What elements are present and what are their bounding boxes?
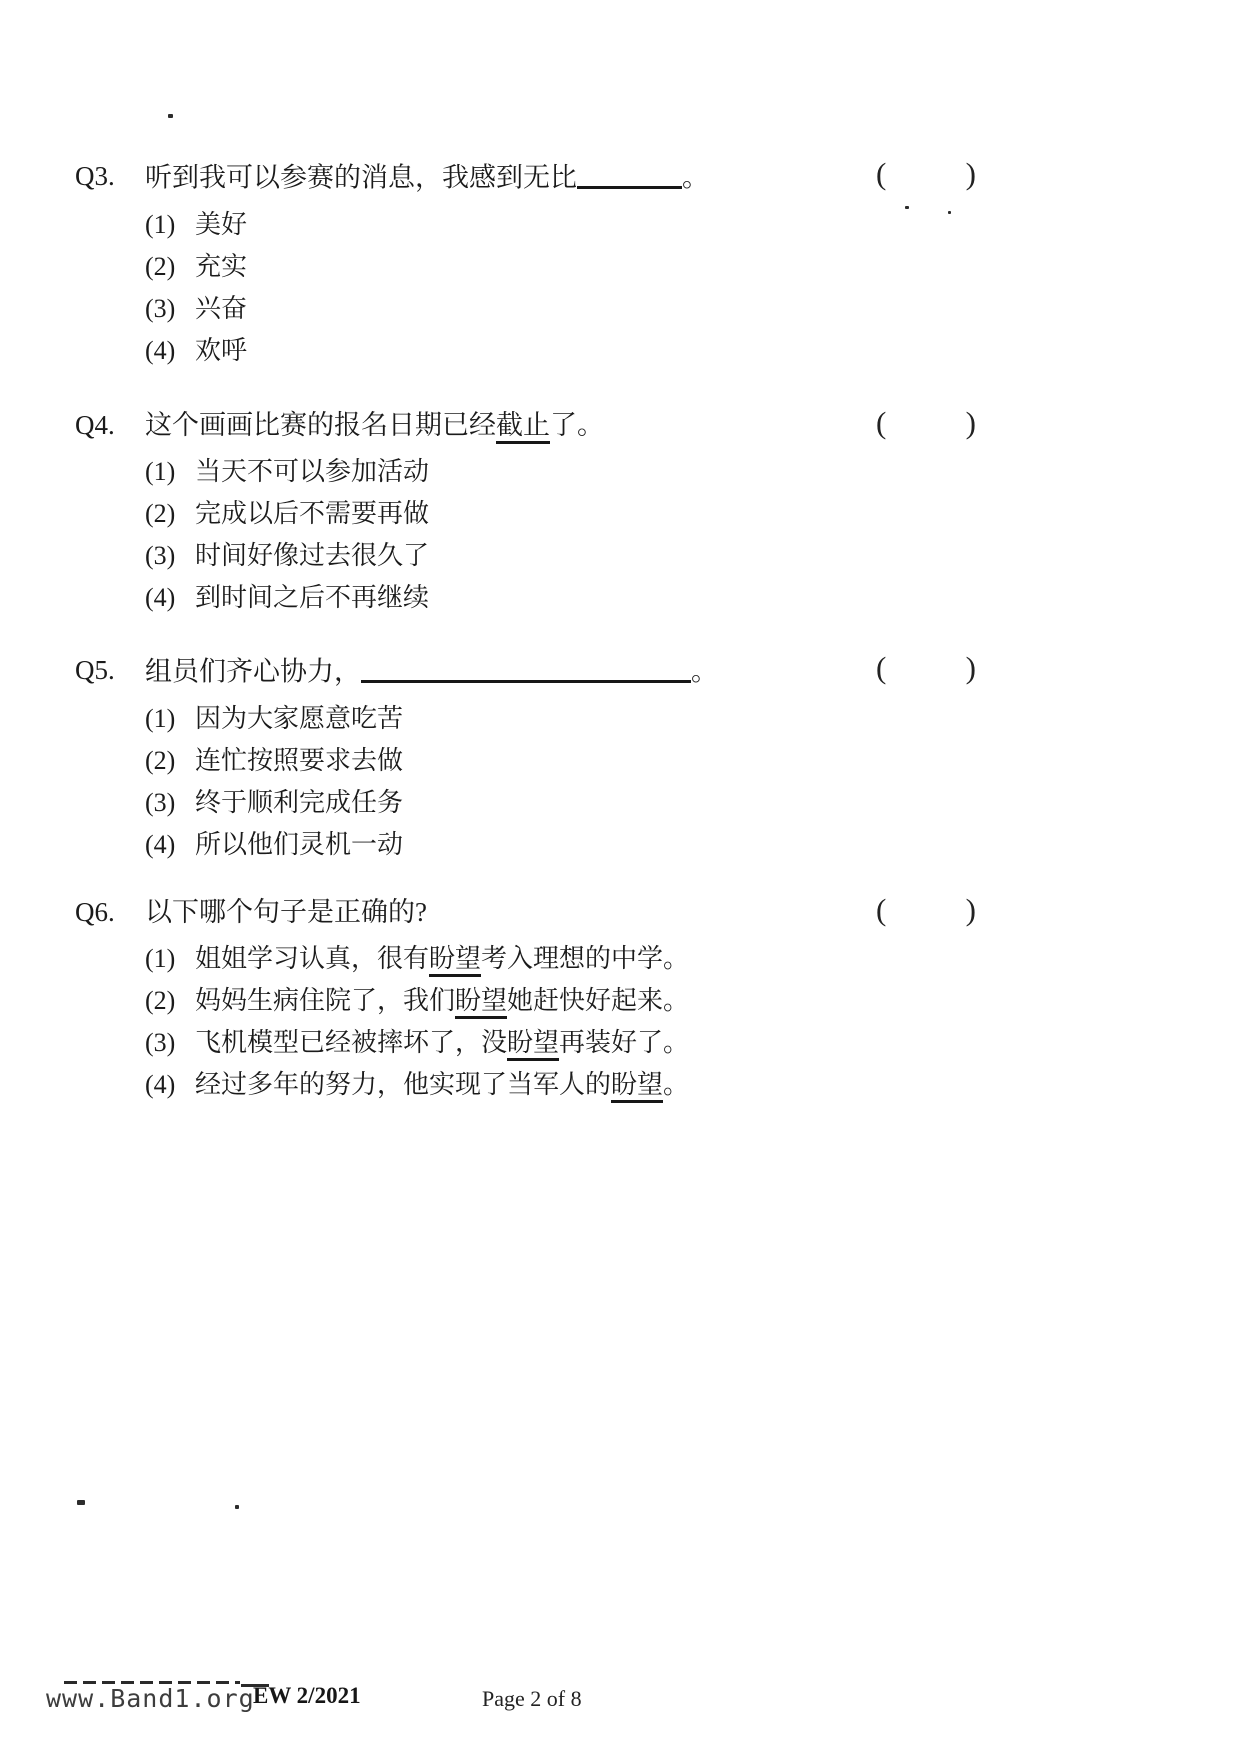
text-segment: 考入理想的中学。 (481, 944, 690, 973)
question-number: Q5. (75, 655, 115, 685)
text-segment: 连忙按照要求去做 (195, 745, 404, 775)
close-paren: ) (965, 156, 976, 191)
underlined-word: 截止 (496, 410, 550, 444)
text-segment: 。 (691, 656, 718, 687)
option-text (195, 493, 429, 535)
scan-artifact-dot (168, 114, 173, 118)
text-segment: 再装好了。 (559, 1028, 690, 1057)
question-text (145, 894, 427, 930)
option-row (145, 535, 1030, 577)
question-block (0, 894, 1030, 1106)
watermark-url: www.Band1.org (46, 1684, 255, 1713)
open-paren: ( (876, 892, 887, 927)
option-row (145, 204, 1030, 246)
text-segment: 经过多年的努力，他实现了当军人的 (195, 1070, 612, 1099)
option-row (145, 782, 1030, 824)
option-text (195, 740, 403, 782)
option-text (195, 204, 247, 246)
text-segment: 因为大家愿意吃苦 (195, 703, 404, 733)
option-row (145, 938, 1030, 980)
option-number: (1) (145, 457, 176, 486)
option-row (145, 330, 1030, 372)
option-text (195, 246, 247, 288)
fill-in-blank (361, 654, 691, 683)
option-text (195, 698, 403, 740)
option-number: (1) (145, 703, 176, 733)
option-text (195, 330, 247, 372)
option-number: (2) (145, 499, 176, 528)
text-segment: 终于顺利完成任务 (195, 787, 404, 817)
question-number: Q6. (75, 897, 115, 927)
option-row (145, 824, 1030, 866)
fill-in-blank (577, 160, 682, 189)
option-number: (3) (145, 1028, 176, 1057)
underlined-word: 盼望 (429, 944, 481, 977)
option-text (195, 980, 689, 1022)
question-number: Q4. (75, 410, 115, 440)
text-segment: 她赶快好起来。 (507, 986, 690, 1015)
option-number: (3) (145, 541, 176, 570)
question-text (145, 158, 709, 196)
option-number: (1) (145, 944, 176, 973)
options-list (145, 204, 1030, 372)
open-paren: ( (876, 405, 887, 440)
text-segment: 。 (682, 162, 709, 193)
text-segment: 充实 (195, 251, 248, 281)
question-number: Q3. (75, 161, 115, 191)
question-text (145, 652, 718, 690)
option-text (195, 288, 247, 330)
option-row (145, 493, 1030, 535)
scan-artifact-dot (235, 1505, 239, 1509)
text-segment: 这个画画比赛的报名日期已经 (145, 410, 496, 440)
answer-bracket (876, 154, 976, 194)
question-text (145, 407, 604, 443)
option-row (145, 1022, 1030, 1064)
option-row (145, 288, 1030, 330)
text-segment: 组员们齐心协力， (145, 656, 361, 687)
question-block (0, 407, 1030, 619)
option-number: (3) (145, 293, 176, 323)
page-indicator: Page 2 of 8 (482, 1686, 582, 1711)
option-row (145, 980, 1030, 1022)
text-segment: 听到我可以参赛的消息，我感到无比 (145, 162, 577, 193)
option-text (195, 1064, 689, 1106)
options-list (145, 938, 1030, 1106)
option-number: (3) (145, 787, 176, 817)
open-paren: ( (876, 650, 887, 685)
text-segment: 到时间之后不再继续 (195, 583, 430, 612)
option-number: (2) (145, 745, 176, 775)
text-segment: 。 (663, 1070, 690, 1099)
option-text (195, 782, 403, 824)
answer-bracket (876, 648, 976, 688)
close-paren: ) (965, 405, 976, 440)
option-row (145, 740, 1030, 782)
option-text (195, 451, 429, 493)
option-number: (2) (145, 986, 176, 1015)
option-row (145, 1064, 1030, 1106)
text-segment: 姐姐学习认真，很有 (195, 944, 430, 973)
answer-bracket (876, 403, 976, 443)
options-list (145, 451, 1030, 619)
text-segment: 欢呼 (195, 335, 248, 365)
question-block (0, 158, 1030, 372)
question-block (0, 652, 1030, 866)
option-text (195, 535, 429, 577)
options-list (145, 698, 1030, 866)
scan-artifact-dot (77, 1500, 85, 1505)
option-row (145, 246, 1030, 288)
option-text (195, 577, 429, 619)
open-paren: ( (876, 156, 887, 191)
close-paren: ) (965, 650, 976, 685)
scan-artifact-dot (948, 211, 951, 214)
text-segment: 了。 (550, 410, 604, 440)
paper-code: EW 2/2021 (253, 1683, 361, 1708)
text-segment: 妈妈生病住院了，我们 (195, 986, 456, 1015)
underlined-word: 盼望 (455, 986, 507, 1019)
text-segment: 美好 (195, 209, 248, 239)
text-segment: 当天不可以参加活动 (195, 457, 430, 486)
option-number: (4) (145, 1070, 176, 1099)
text-segment: 以下哪个句子是正确的? (145, 897, 427, 927)
option-text (195, 938, 689, 980)
option-text (195, 1022, 689, 1064)
option-number: (2) (145, 251, 176, 281)
underlined-word: 盼望 (611, 1070, 663, 1103)
text-segment: 完成以后不需要再做 (195, 499, 430, 528)
scan-artifact-dot (905, 206, 909, 209)
option-number: (4) (145, 335, 176, 365)
option-number: (1) (145, 209, 176, 239)
option-row (145, 451, 1030, 493)
close-paren: ) (965, 892, 976, 927)
text-segment: 时间好像过去很久了 (195, 541, 430, 570)
text-segment: 所以他们灵机一动 (195, 829, 404, 859)
text-segment: 兴奋 (195, 293, 248, 323)
option-text (195, 824, 403, 866)
option-number: (4) (145, 583, 176, 612)
option-row (145, 698, 1030, 740)
underlined-word: 盼望 (507, 1028, 559, 1061)
answer-bracket (876, 890, 976, 930)
text-segment: 飞机模型已经被摔坏了，没 (195, 1028, 508, 1057)
option-row (145, 577, 1030, 619)
option-number: (4) (145, 829, 176, 859)
